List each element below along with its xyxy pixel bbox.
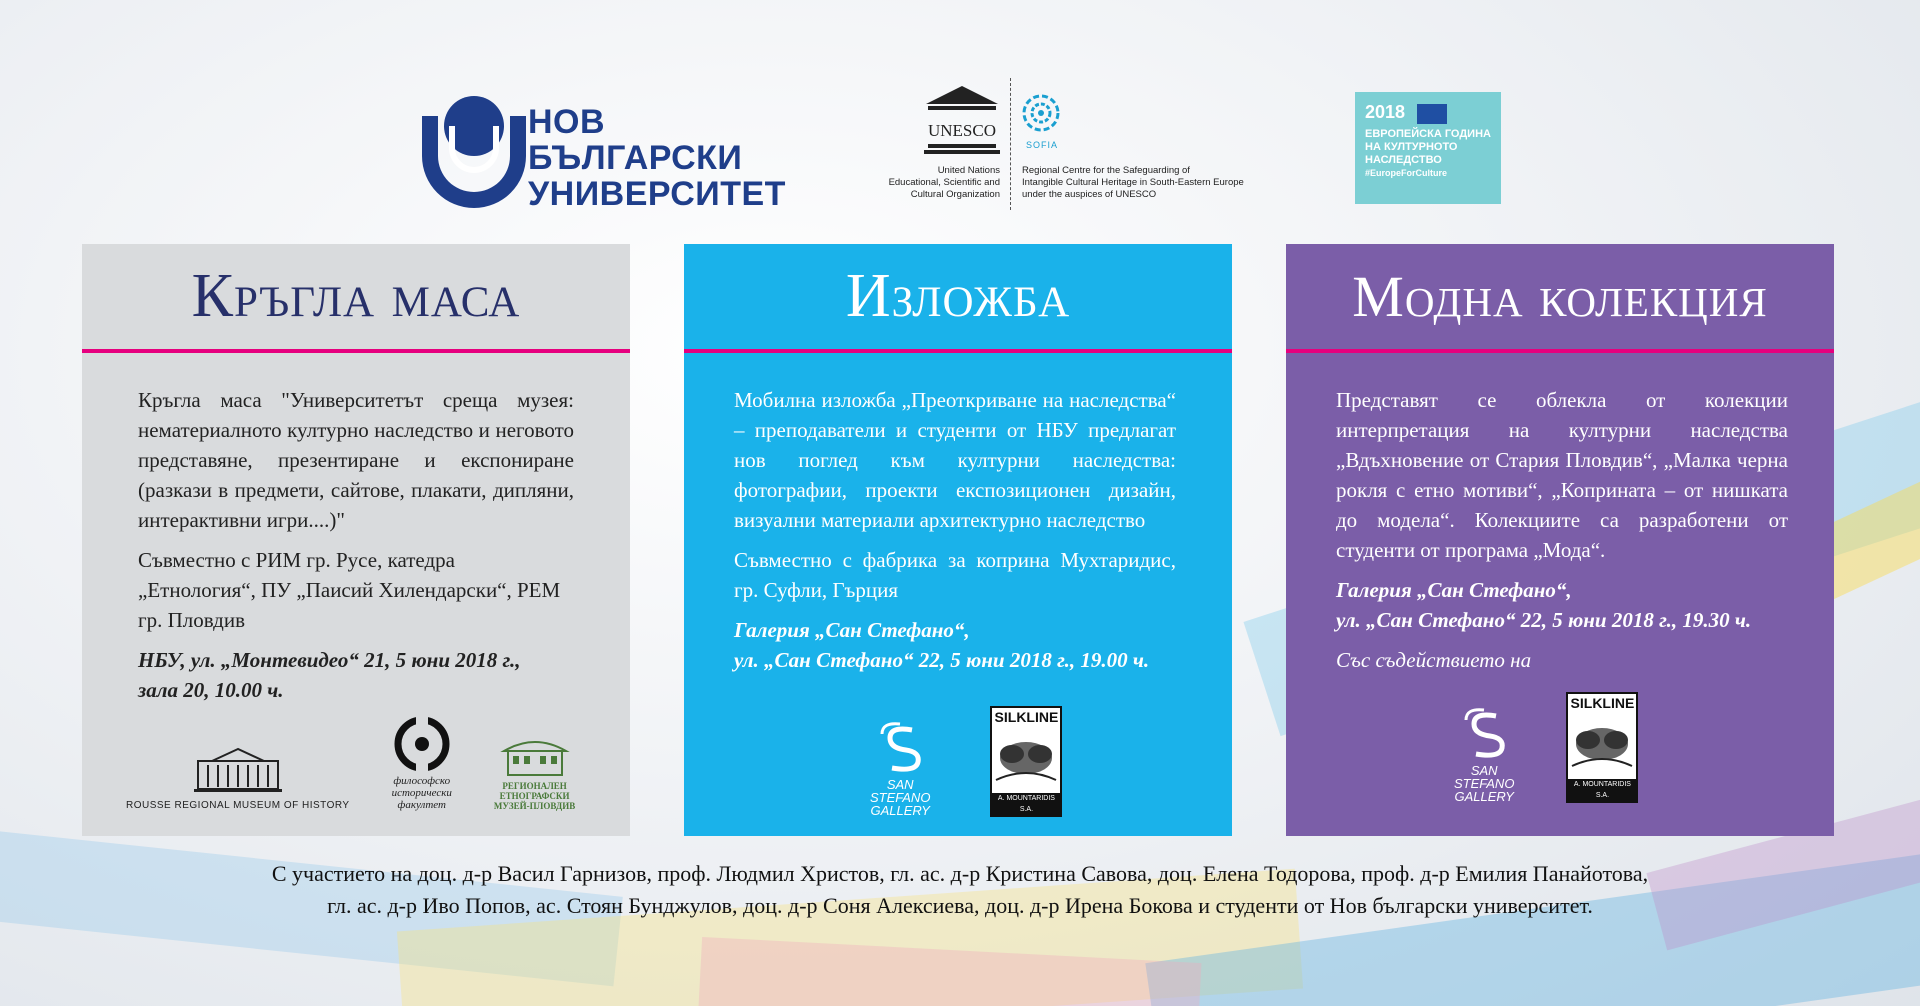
- rem-line: ЕТНОГРАФСКИ: [499, 791, 570, 801]
- sofia-centre-line: under the auspices of UNESCO: [1022, 189, 1157, 200]
- panel-venue: [1336, 575, 1788, 635]
- ethnographic-house-icon: [500, 731, 570, 779]
- panel-partners: Съвместно с фабрика за коприна Мухтаридис, гр. Суфли, Гърция: [734, 548, 1176, 602]
- silkline-moth-icon: [1568, 712, 1636, 774]
- unesco-temple-icon: [924, 84, 1000, 162]
- museum-building-icon: [192, 747, 284, 793]
- unesco-org-name: [862, 165, 1000, 201]
- footer-line: С участието на доц. д-р Васил Гарнизов, проф. Людмил Христов, гл. ас. д-р Кристина Савова, доц. Елена Тодорова, проф. д-р Емилия Панайотова,: [271, 861, 1649, 886]
- eu-year-hashtag: #EuropeForCulture: [1365, 168, 1448, 178]
- gallery-line: SAN: [886, 777, 914, 792]
- sofia-centre-name: [1022, 165, 1292, 201]
- rem-line: РЕГИОНАЛЕН: [502, 781, 567, 791]
- venue-line: ул. „Сан Стефано“ 22, 5 юни 2018 г., 19.00 ч.: [734, 648, 1150, 672]
- sofia-spiral-icon: [1020, 92, 1062, 134]
- silkline-logo: [990, 706, 1062, 817]
- rousse-museum-label: ROUSSE REGIONAL MUSEUM OF HISTORY: [126, 800, 350, 811]
- silkline-label: SILKLINE: [1568, 694, 1636, 712]
- sofia-centre-line: Regional Centre for the Safeguarding of: [1022, 165, 1190, 176]
- faculty-emblem-icon: [394, 716, 450, 772]
- panel-title: Кръгла маса: [191, 262, 521, 330]
- san-stefano-mark-icon: [872, 722, 928, 776]
- eu-year-line: НАСЛЕДСТВО: [1365, 154, 1442, 166]
- nbu-emblem-icon: [418, 86, 530, 210]
- san-stefano-mark-icon: [1456, 708, 1512, 762]
- footer-line: гл. ас. д-р Иво Попов, ас. Стоян Бунджулов, доц. д-р Соня Алексиева, доц. д-р Ирена Бокова и студенти от Нов български университет.: [327, 893, 1593, 918]
- san-stefano-gallery-logo: [870, 722, 930, 817]
- gallery-line: GALLERY: [870, 803, 930, 818]
- panel-description: Представят се облекла от колекции интерпретация на културни наследства „Вдъхновение от Стария Пловдив“, „Малка черна рокля с етно мотиви“, „Коприната – от нишката до модела“. Колекциите са разработени от студенти от програма „Мода“.: [1336, 388, 1788, 562]
- nbu-logo: [418, 86, 798, 213]
- unesco-wordmark: UNESCO: [927, 121, 997, 140]
- panel-title: Изложба: [845, 262, 1071, 330]
- sofia-label: SOFIA: [1026, 140, 1059, 150]
- unesco-divider: [1010, 78, 1011, 210]
- ethnographic-museum-logo: [494, 731, 575, 811]
- unesco-org-line: Cultural Organization: [910, 189, 1000, 200]
- gallery-line: GALLERY: [1454, 789, 1514, 804]
- gallery-line: SAN: [1470, 763, 1498, 778]
- silkline-moth-icon: [992, 726, 1060, 788]
- exhibition-panel: [684, 244, 1232, 836]
- panel-title: Модна колекция: [1352, 264, 1768, 329]
- panel-description: Кръгла маса "Университетът среща музея: нематериалното културно наследство и неговото представяне, презентиране и експониране (разкази в предмети, сайтове, плакати, дипляни, интерактивни игри....)": [138, 388, 574, 532]
- rousse-museum-logo: [126, 747, 350, 811]
- silkline-company: A. MOUNTARIDIS S.A.: [992, 793, 1060, 815]
- venue-line: ул. „Сан Стефано“ 22, 5 юни 2018 г., 19.30 ч.: [1336, 608, 1752, 632]
- round-table-panel: [82, 244, 630, 836]
- gallery-line: STEFANO: [1454, 776, 1515, 791]
- european-year-badge: [1355, 92, 1501, 204]
- unesco-sofia-logo: [862, 78, 1282, 218]
- panel-venue: НБУ, ул. „Монтевидео“ 21, 5 юни 2018 г., зала 20, 10.00 ч.: [138, 648, 521, 702]
- eu-year-number: 2018: [1365, 102, 1406, 122]
- eu-year-line: НА КУЛТУРНОТО: [1365, 141, 1458, 153]
- gallery-line: STEFANO: [870, 790, 931, 805]
- silkline-company: A. MOUNTARIDIS S.A.: [1568, 779, 1636, 801]
- rem-line: МУЗЕЙ-ПЛОВДИВ: [493, 801, 576, 811]
- nbu-line: БЪЛГАРСКИ: [528, 139, 743, 177]
- panel-description: Мобилна изложба „Преоткриване на наследства“ – преподаватели и студенти от НБУ предлагат нов поглед към културни наследства: фотографии, проекти експозиционен дизайн, визуални материали архитектурно наследство: [734, 388, 1176, 532]
- unesco-org-line: United Nations: [937, 165, 1000, 176]
- san-stefano-gallery-logo: [1454, 708, 1514, 803]
- philosophy-faculty-logo: [392, 716, 452, 811]
- eu-year-line: ЕВРОПЕЙСКА ГОДИНА: [1365, 128, 1491, 140]
- nbu-line: УНИВЕРСИТЕТ: [528, 175, 786, 213]
- fashion-panel: [1286, 244, 1834, 836]
- venue-line: Галерия „Сан Стефано“,: [734, 618, 970, 642]
- faculty-line: философско: [393, 775, 451, 787]
- participants-footer: [40, 858, 1880, 922]
- silkline-logo: [1566, 692, 1638, 803]
- faculty-line: исторически: [391, 787, 452, 799]
- nbu-wordmark: [528, 104, 786, 212]
- eu-flag-icon: [1417, 104, 1447, 124]
- panel-partners: Съвместно с РИМ гр. Русе, катедра „Етнология“, ПУ „Паисий Хилендарски“, РЕМ гр. Пловдив: [138, 548, 561, 632]
- unesco-org-line: Educational, Scientific and: [888, 177, 1000, 188]
- silkline-label: SILKLINE: [992, 708, 1060, 726]
- venue-line: Галерия „Сан Стефано“,: [1336, 578, 1572, 602]
- panel-venue: [734, 615, 1176, 675]
- nbu-line: НОВ: [528, 103, 606, 141]
- support-label: Със съдействието на: [1336, 648, 1532, 672]
- sofia-centre-line: Intangible Cultural Heritage in South-Eastern Europe: [1022, 177, 1244, 188]
- faculty-line: факултет: [397, 799, 446, 811]
